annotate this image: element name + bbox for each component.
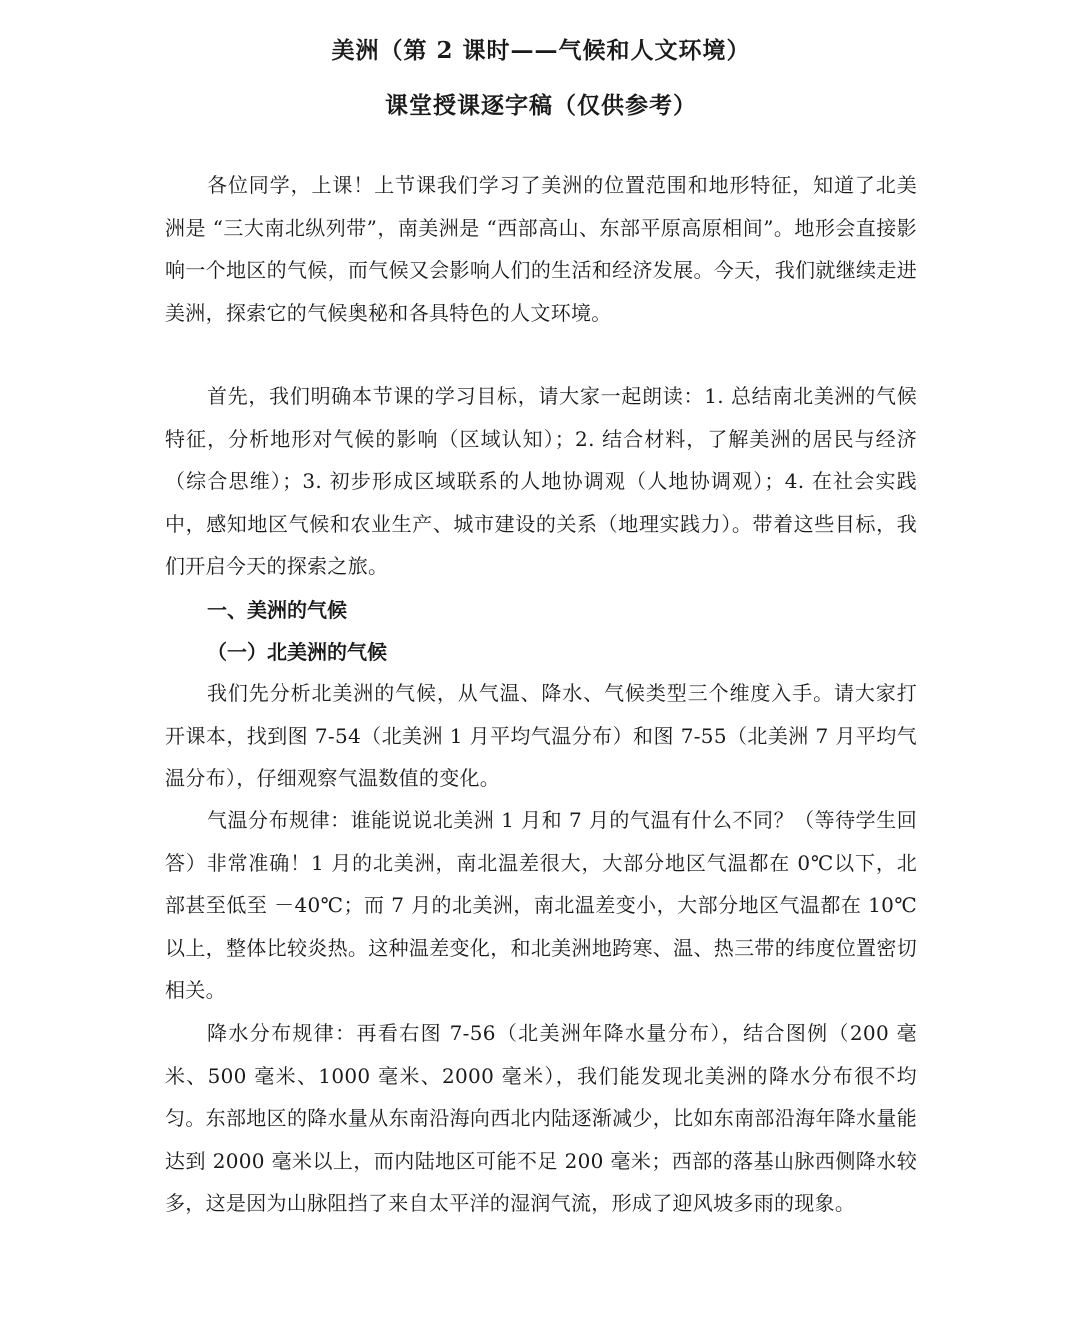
section-heading-climate: 一、美洲的气候 <box>207 598 347 622</box>
objectives-paragraph: 首先，我们明确本节课的学习目标，请大家一起朗读：1. 总结南北美洲的气候特征，分析地形对气候的影响（区域认知）；2. 结合材料，了解美洲的居民与经济（综合思维）；3. 初步形成区域联系的人地协调观（人地协调观）；4. 在社会实践中，感知地区气候和农业生产、城市建设的关系（地理实践力）。带着这些目标，我们开启今天的探索之旅。 <box>165 384 917 579</box>
document-title: 美洲（第 2 课时——气候和人文环境） <box>331 37 751 64</box>
precipitation-paragraph: 降水分布规律：再看右图 7-56（北美洲年降水量分布），结合图例（200 毫米、500 毫米、1000 毫米、2000 毫米），我们能发现北美洲的降水分布很不均匀。东部地区的降水量从东南沿海向西北内陆逐渐减少，比如东南部沿海年降水量能达到 2000 毫米以上，而内陆地区可能不足 200 毫米；西部的落基山脉西侧降水较多，这是因为山脉阻挡了来自太平洋的湿润气流，形成了迎风坡多雨的现象。 <box>165 1021 917 1216</box>
temperature-paragraph: 气温分布规律：谁能说说北美洲 1 月和 7 月的气温有什么不同？（等待学生回答）非常准确！1 月的北美洲，南北温差很大，大部分地区气温都在 0℃以下，北部甚至低至 －40℃；而 7 月的北美洲，南北温差变小，大部分地区气温都在 10℃以上，整体比较炎热。这种温差变化，和北美洲地跨寒、温、热三带的纬度位置密切相关。 <box>165 808 917 1003</box>
document-subtitle: 课堂授课逐字稿（仅供参考） <box>385 92 697 119</box>
north-america-intro-paragraph: 我们先分析北美洲的气候，从气温、降水、气候类型三个维度入手。请大家打开课本，找到图 7-54（北美洲 1 月平均气温分布）和图 7-55（北美洲 7 月平均气温分布），仔细观察气温数值的变化。 <box>165 681 917 791</box>
intro-paragraph: 各位同学，上课！上节课我们学习了美洲的位置范围和地形特征，知道了北美洲是 “三大南北纵列带”，南美洲是 “西部高山、东部平原高原相间”。地形会直接影响一个地区的气候，而气候又会影响人们的生活和经济发展。今天，我们就继续走进美洲，探索它的气候奥秘和各具特色的人文环境。 <box>165 173 917 325</box>
subsection-heading-north-america: （一）北美洲的气候 <box>207 640 387 664</box>
